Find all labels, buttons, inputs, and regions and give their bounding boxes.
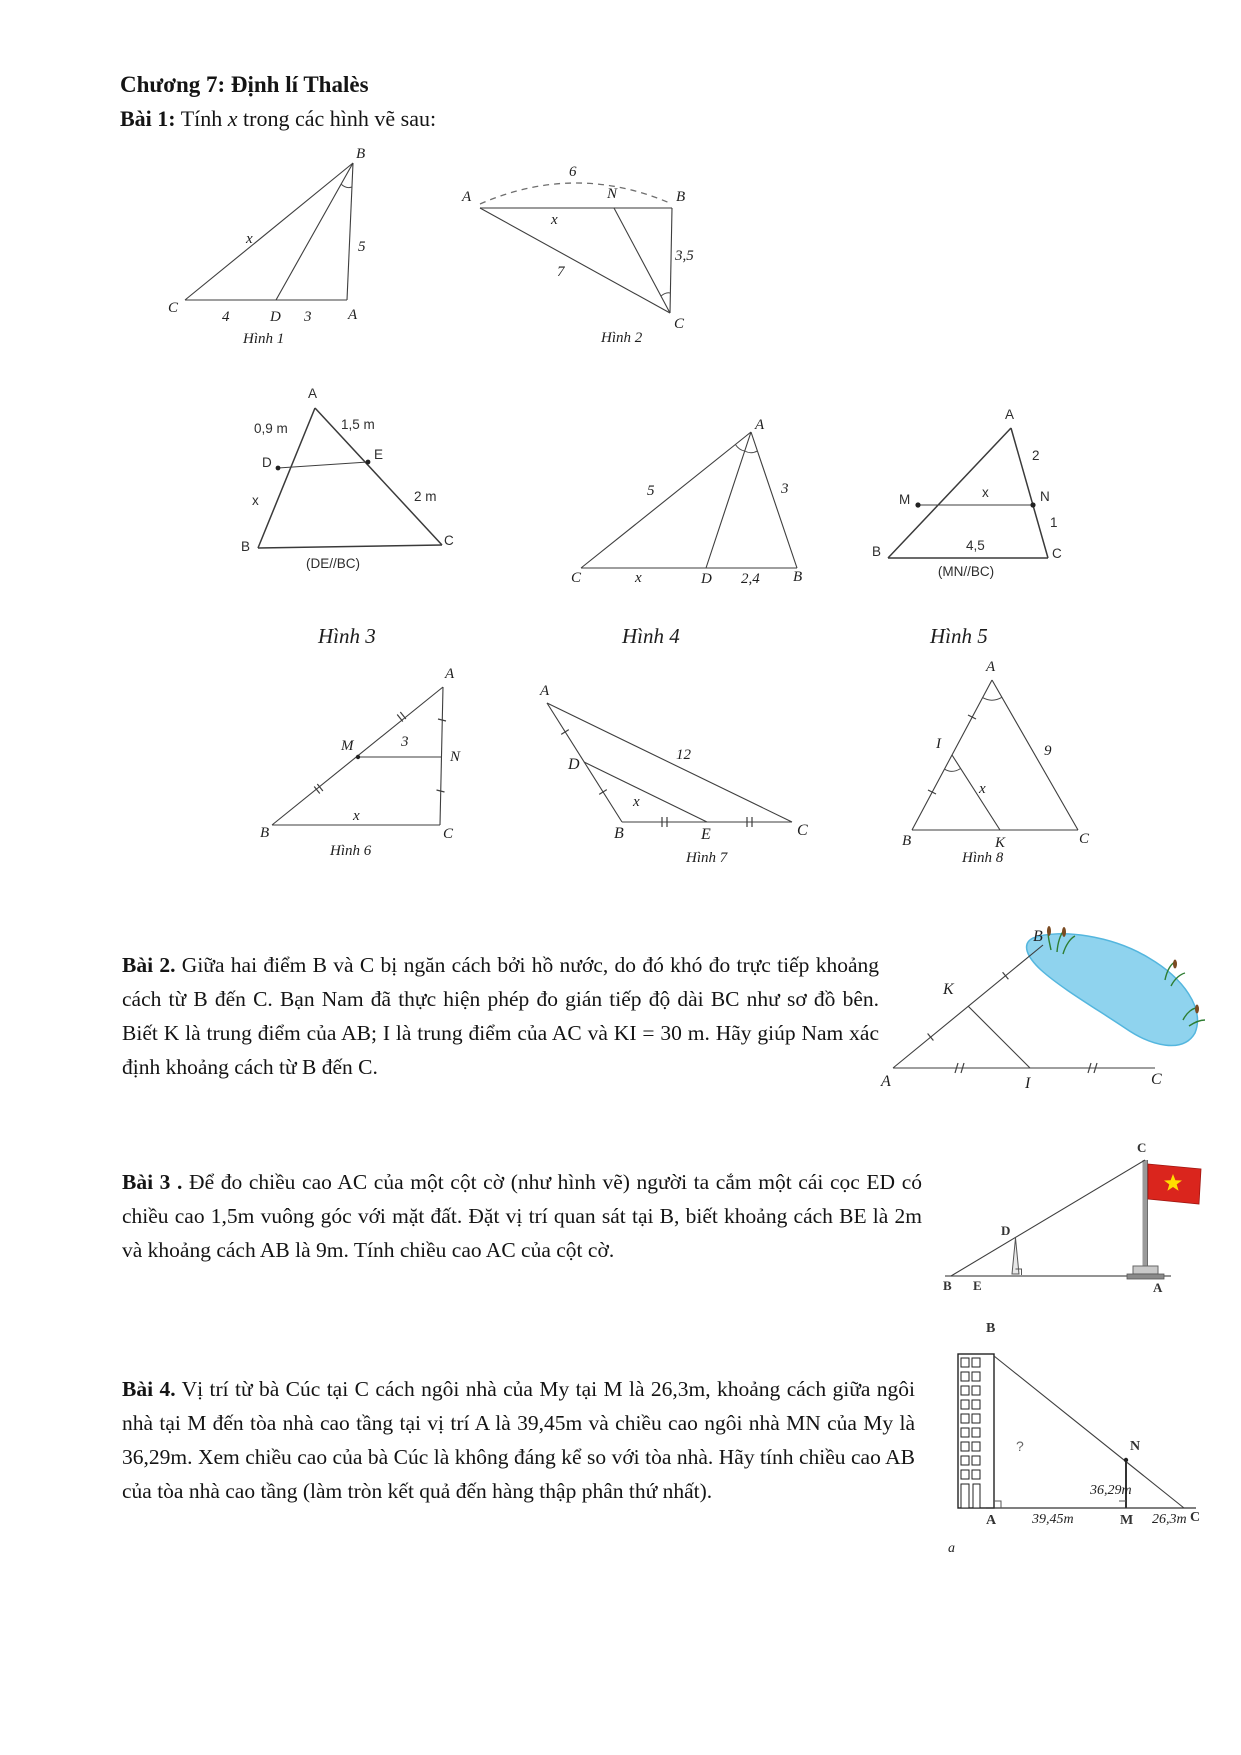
fig2-label-A: A (462, 189, 472, 205)
fig6-label-x: x (353, 808, 360, 824)
problem-2-text: Giữa hai điểm B và C bị ngăn cách bởi hồ nước, do đó khó đo trực tiếp khoảng cách từ B đến C. Bạn Nam đã thực hiện phép đo gián tiếp độ dài BC như sơ đồ bên. Biết K là trung điểm của AB; I là trung điểm của AC và KI = 30 m. Hãy giúp Nam xác định khoảng cách từ B đến C. (122, 953, 879, 1079)
fig6-label-3: 3 (401, 734, 409, 750)
bai4-label-question: ? (1016, 1438, 1024, 1454)
tick-marks (561, 730, 752, 827)
fig5-label-45: 4,5 (966, 538, 985, 553)
figure-5 (858, 398, 1078, 583)
problem-1-x: x (227, 106, 238, 131)
figure-3 (228, 385, 468, 580)
bai3-label-C: C (1137, 1140, 1147, 1155)
fig5-label-C: C (1052, 546, 1062, 561)
fig8-label-I: I (936, 736, 941, 752)
figure-7-caption: Hình 7 (686, 850, 728, 866)
chapter-title: Chương 7: Định lí Thalès (120, 72, 369, 97)
figure-6-drawing (255, 665, 470, 845)
bai2-label-I: I (1025, 1075, 1031, 1092)
figure-2-lines (480, 183, 672, 313)
fig3-label-x: x (252, 493, 259, 508)
fig8-label-x: x (979, 781, 986, 797)
problem-3-text: Để đo chiều cao AC của một cột cờ (như hình vẽ) người ta cắm một cái cọc ED có chiều cao 1,5m vuông góc với mặt đất. Đặt vị trí quan sát tại B, biết khoảng cách BE là 2m và khoảng cách AB là 9m. Tính chiều cao AC của cột cờ. (122, 1170, 922, 1262)
figure-7-drawing (530, 680, 820, 850)
angle-mark (945, 769, 961, 772)
angle-mark (983, 697, 1002, 700)
problem-3-label: Bài 3 . (122, 1170, 183, 1194)
pedestal-base (1127, 1274, 1164, 1279)
figure-2 (425, 148, 695, 343)
point-N (1030, 502, 1035, 507)
figure-6-lines (272, 687, 446, 825)
fig7-label-D: D (568, 756, 580, 773)
bai3-label-A: A (1153, 1280, 1163, 1295)
fig2-label-6: 6 (569, 164, 577, 180)
fig5-label-2: 2 (1032, 448, 1040, 463)
bai2-label-B: B (1033, 928, 1043, 945)
bai4-label-A: A (986, 1513, 997, 1528)
problem-1-pre: Tính (175, 106, 228, 131)
bai3-label-E: E (973, 1278, 982, 1293)
fig5-label-1: 1 (1050, 515, 1058, 530)
bai4-label-26-3: 26,3m (1152, 1512, 1187, 1527)
fig4-label-24: 2,4 (741, 571, 760, 587)
fig5-note-parallel: (MN//BC) (937, 564, 995, 579)
fig3-label-09m: 0,9 m (254, 421, 288, 436)
fig7-label-12: 12 (676, 747, 691, 763)
bai2-label-C: C (1151, 1071, 1162, 1088)
dashed-arc (480, 183, 672, 204)
fig2-label-C: C (674, 316, 685, 332)
bai4-label-N: N (1130, 1439, 1141, 1454)
fig6-label-C: C (443, 826, 454, 842)
figure-2-caption: Hình 2 (601, 330, 643, 346)
fig3-label-D: D (262, 455, 272, 470)
fig4-label-D: D (701, 571, 712, 587)
problem-4-label: Bài 4. (122, 1377, 176, 1401)
fig3-label-B: B (241, 539, 251, 554)
angle-mark (735, 445, 744, 452)
fig2-label-N: N (607, 186, 618, 202)
fig1-label-B: B (356, 146, 366, 162)
fig1-label-x: x (246, 231, 253, 247)
problem-1-heading (120, 106, 436, 132)
figure-6-caption: Hình 6 (330, 843, 372, 859)
fig6-label-B: B (260, 825, 270, 841)
figure-6 (255, 665, 470, 845)
fig4-label-x: x (635, 570, 642, 586)
fig2-label-B: B (676, 189, 686, 205)
point-N (1124, 1458, 1128, 1462)
fig8-label-K: K (995, 835, 1006, 851)
flagpole-diagram (933, 1138, 1213, 1306)
fig7-label-C: C (797, 822, 808, 839)
problem-4-figure (928, 1318, 1228, 1558)
fig1-label-4: 4 (222, 309, 230, 325)
figure-8-caption: Hình 8 (962, 850, 1004, 866)
fig3-note-parallel: (DE//BC) (306, 556, 360, 571)
figure-2-drawing (425, 148, 695, 343)
figure-1 (160, 140, 390, 335)
angle-mark (661, 293, 670, 296)
point-M (915, 502, 920, 507)
figure-4-lines (581, 432, 797, 568)
bai4-label-C: C (1190, 1510, 1201, 1525)
figure-7 (530, 680, 820, 850)
fig6-label-A: A (445, 666, 455, 682)
figure-1-lines (185, 163, 353, 300)
fig1-label-A: A (348, 307, 358, 323)
fig4-label-A: A (755, 417, 765, 433)
fig3-label-15m: 1,5 m (341, 417, 375, 432)
building-diagram (928, 1318, 1228, 1558)
right-angle-mark (994, 1501, 1001, 1508)
figure-8 (880, 655, 1095, 850)
fig4-label-3: 3 (781, 481, 789, 497)
fig5-label-N: N (1040, 489, 1050, 504)
figure-1-caption: Hình 1 (243, 331, 285, 347)
point-D (276, 466, 281, 471)
lake-diagram (865, 928, 1210, 1093)
fig5-label-B: B (872, 544, 882, 559)
bai4-label-B: B (986, 1321, 996, 1336)
tick-marks (314, 712, 446, 794)
point-E (366, 460, 371, 465)
bai3-label-D: D (1001, 1223, 1011, 1238)
problem-1-label: Bài 1: (120, 106, 176, 131)
fig1-label-5: 5 (358, 239, 366, 255)
fig2-label-7: 7 (557, 264, 565, 280)
fig4-label-5: 5 (647, 483, 655, 499)
bai4-label-39-45: 39,45m (1032, 1512, 1074, 1527)
fig3-label-C: C (444, 533, 454, 548)
fig8-label-9: 9 (1044, 743, 1052, 759)
bai3-label-B: B (943, 1278, 952, 1293)
bai2-label-K: K (943, 981, 954, 998)
figure-5-drawing (858, 398, 1078, 583)
figure-1-drawing (160, 140, 390, 335)
fig7-label-A: A (540, 683, 550, 699)
bai4-label-M: M (1120, 1513, 1134, 1528)
sight-line (994, 1356, 1184, 1508)
angle-mark (745, 451, 758, 453)
problem-4-text: Vị trí từ bà Cúc tại C cách ngôi nhà của My tại M là 26,3m, khoảng cách giữa ngôi nhà tại M đến tòa nhà cao tầng tại vị trí A là 39,45m và chiều cao ngôi nhà MN của My là 36,29m. Xem chiều cao của bà Cúc là không đáng kể so với tòa nhà. Hãy tính chiều cao AB của tòa nhà cao tầng (làm tròn kết quả đến hàng thập phân thứ nhất). (122, 1377, 915, 1503)
figure-4-caption: Hình 4 (622, 624, 680, 648)
fig3-label-2m: 2 m (414, 489, 437, 504)
figure-4-drawing (555, 418, 815, 593)
fig2-label-x: x (551, 212, 558, 228)
fig5-label-A: A (1005, 407, 1015, 422)
fig1-label-C: C (168, 300, 179, 316)
figure-8-drawing (880, 655, 1095, 850)
angle-mark (341, 184, 352, 188)
fig7-label-E: E (701, 826, 711, 843)
fig7-label-B: B (614, 825, 624, 842)
fig2-label-35: 3,5 (675, 248, 694, 264)
problem-1-post: trong các hình vẽ sau: (237, 106, 437, 131)
figure-4 (555, 418, 815, 593)
fig8-label-B: B (902, 833, 912, 849)
problem-2-figure (865, 928, 1210, 1093)
point-M (356, 755, 360, 759)
figure-5-caption: Hình 5 (930, 624, 988, 648)
figure-3-caption: Hình 3 (318, 624, 376, 648)
pedestal (1133, 1266, 1158, 1274)
sight-line (951, 1160, 1145, 1276)
fig4-label-B: B (793, 569, 803, 585)
fig4-label-C: C (571, 570, 582, 586)
fig5-label-M: M (899, 492, 911, 507)
figure-8-lines (912, 680, 1078, 830)
fig6-label-N: N (450, 749, 461, 765)
lake (1027, 934, 1198, 1046)
fig5-label-x: x (982, 485, 989, 500)
fig1-label-3: 3 (304, 309, 312, 325)
fig3-label-A: A (308, 386, 318, 401)
bai2-label-A: A (881, 1073, 891, 1090)
fig8-label-C: C (1079, 831, 1090, 847)
figure-3-drawing (228, 385, 468, 580)
bai4-stray-glyph: a (948, 1541, 955, 1556)
problem-3 (122, 1165, 922, 1267)
problem-2-label: Bài 2. (122, 953, 176, 977)
fig7-label-x: x (633, 794, 640, 810)
problem-3-figure (933, 1138, 1213, 1306)
problem-2 (122, 948, 879, 1084)
figure-7-lines (547, 703, 792, 827)
fig1-label-D: D (270, 309, 281, 325)
bai4-label-height: 36,29m (1090, 1483, 1132, 1498)
fig8-label-A: A (986, 659, 996, 675)
fig3-label-E: E (374, 447, 384, 462)
problem-4 (122, 1372, 915, 1508)
fig6-label-M: M (341, 738, 354, 754)
